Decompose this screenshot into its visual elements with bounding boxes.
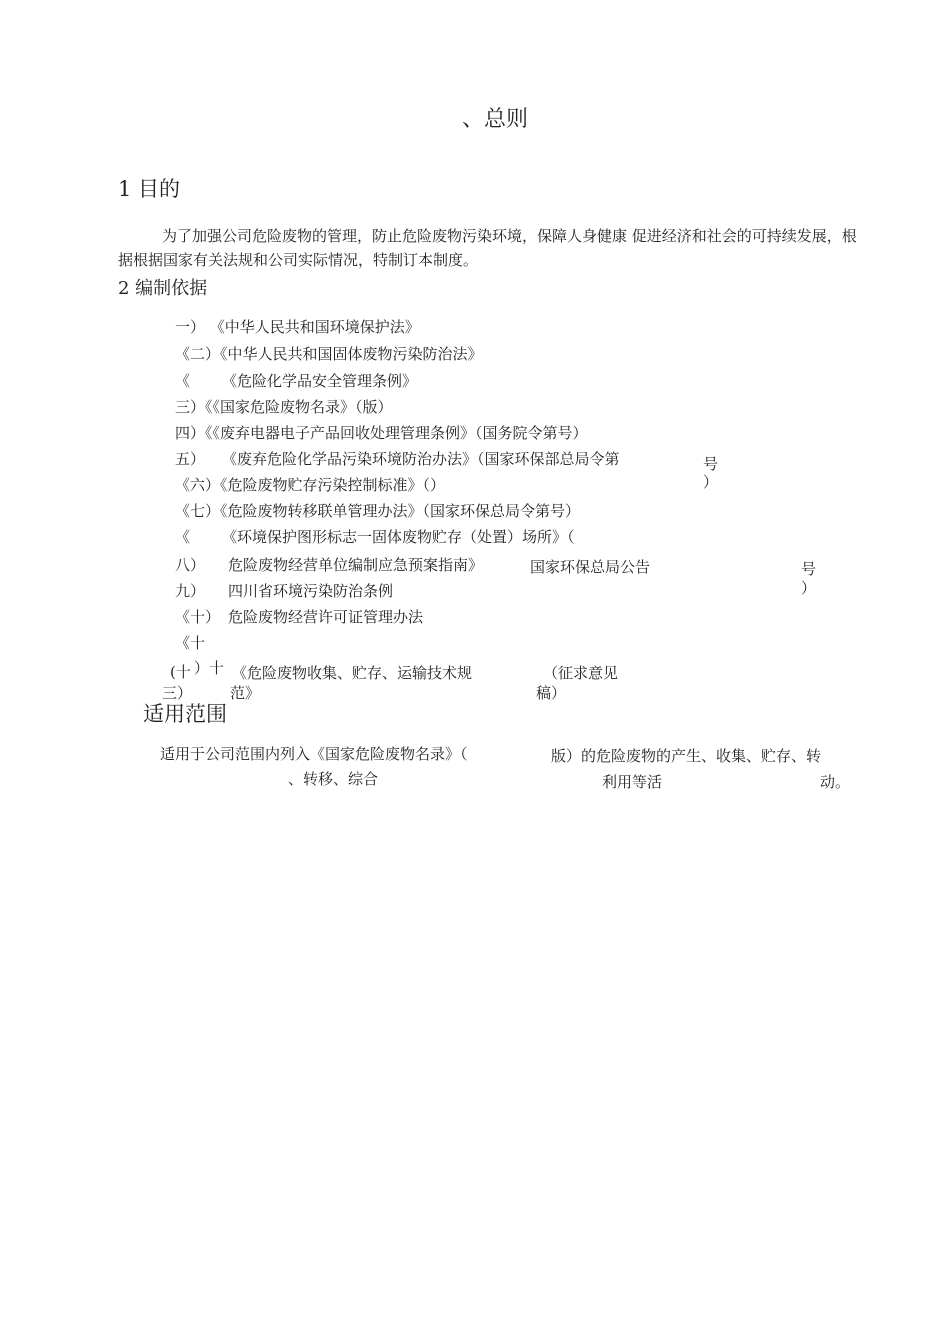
basis-item-14-note: （征求意见 [543,664,619,682]
basis-item-14-number: ）十 [194,659,225,677]
basis-item-13: 《十 [175,634,206,652]
basis-item-1: 一） 《中华人民共和国环境保护法》 [175,318,420,336]
basis-heading: 2 编制依据 [118,278,208,299]
basis-item-8: 《七）《危险废物转移联单管理办法》（国家环保总局令第号） [175,502,581,520]
scope-heading: 适用范围 [143,702,227,726]
scope-line-1a: 适用于公司范围内列入《国家危险废物名录》（ [160,745,468,763]
scope-line-1b: 版）的危险废物的产生、收集、贮存、转 [551,747,822,765]
basis-item-7: 《六）《危险废物贮存污染控制标准》（） [175,476,446,494]
basis-item-6: 《废弃危险化学品污染环境防治办法》（国家环保部总局令第 [222,450,620,468]
basis-item-14-prefix: (十 [170,663,191,681]
basis-item-14-prefix-2: 三） [162,684,193,702]
basis-item-9-prefix: 《 [175,528,191,546]
purpose-heading: 1 目的 [118,177,181,201]
basis-item-6-suffix-b: ） [703,473,719,491]
purpose-paragraph: 为了加强公司危险废物的管理，防止危险废物污染环境，保障人身健康 促进经济和社会的可持续发展，根据根据国家有关法规和公司实际情况，特制订本制度。 [118,227,857,269]
scope-line-2c: 动。 [820,773,851,791]
basis-item-11: 四川省环境污染防治条例 [228,582,394,600]
basis-item-14-note-cont: 稿） [536,684,567,702]
basis-item-9: 《环境保护图形标志一固体废物贮存（处置）场所》（ [222,528,575,546]
basis-item-11-prefix: 九） [175,582,206,600]
basis-item-5: 四）《《废弃电器电子产品回收处理管理条例》（国务院令第号） [175,424,588,442]
basis-item-3-prefix: 《 [175,372,191,390]
basis-item-10-source: 国家环保总局公告 [530,558,651,576]
scope-line-2b: 利用等活 [602,773,663,791]
basis-item-12: 危险废物经营许可证管理办法 [228,608,424,626]
basis-item-10-prefix: 八） [175,556,206,574]
basis-item-14: 《危险废物收集、贮存、运输技术规 [232,664,473,682]
basis-item-12-prefix: 《十） [175,608,221,626]
scope-line-2a: 、转移、综合 [288,770,379,788]
basis-item-6-suffix-a: 号 [703,455,719,473]
basis-item-10-suffix-b: ） [801,579,817,597]
basis-item-10: 危险废物经营单位编制应急预案指南》 [228,556,484,574]
basis-item-3: 《危险化学品安全管理条例》 [222,372,418,390]
basis-item-6-prefix: 五） [175,450,206,468]
page-title: 、总则 [462,107,529,132]
basis-item-4: 三）《《国家危险废物名录》（版） [175,398,393,416]
basis-item-2: 《二）《中华人民共和国固体废物污染防治法》 [175,345,483,363]
basis-item-14-cont: 范》 [230,684,261,702]
basis-item-10-suffix-a: 号 [801,560,817,578]
